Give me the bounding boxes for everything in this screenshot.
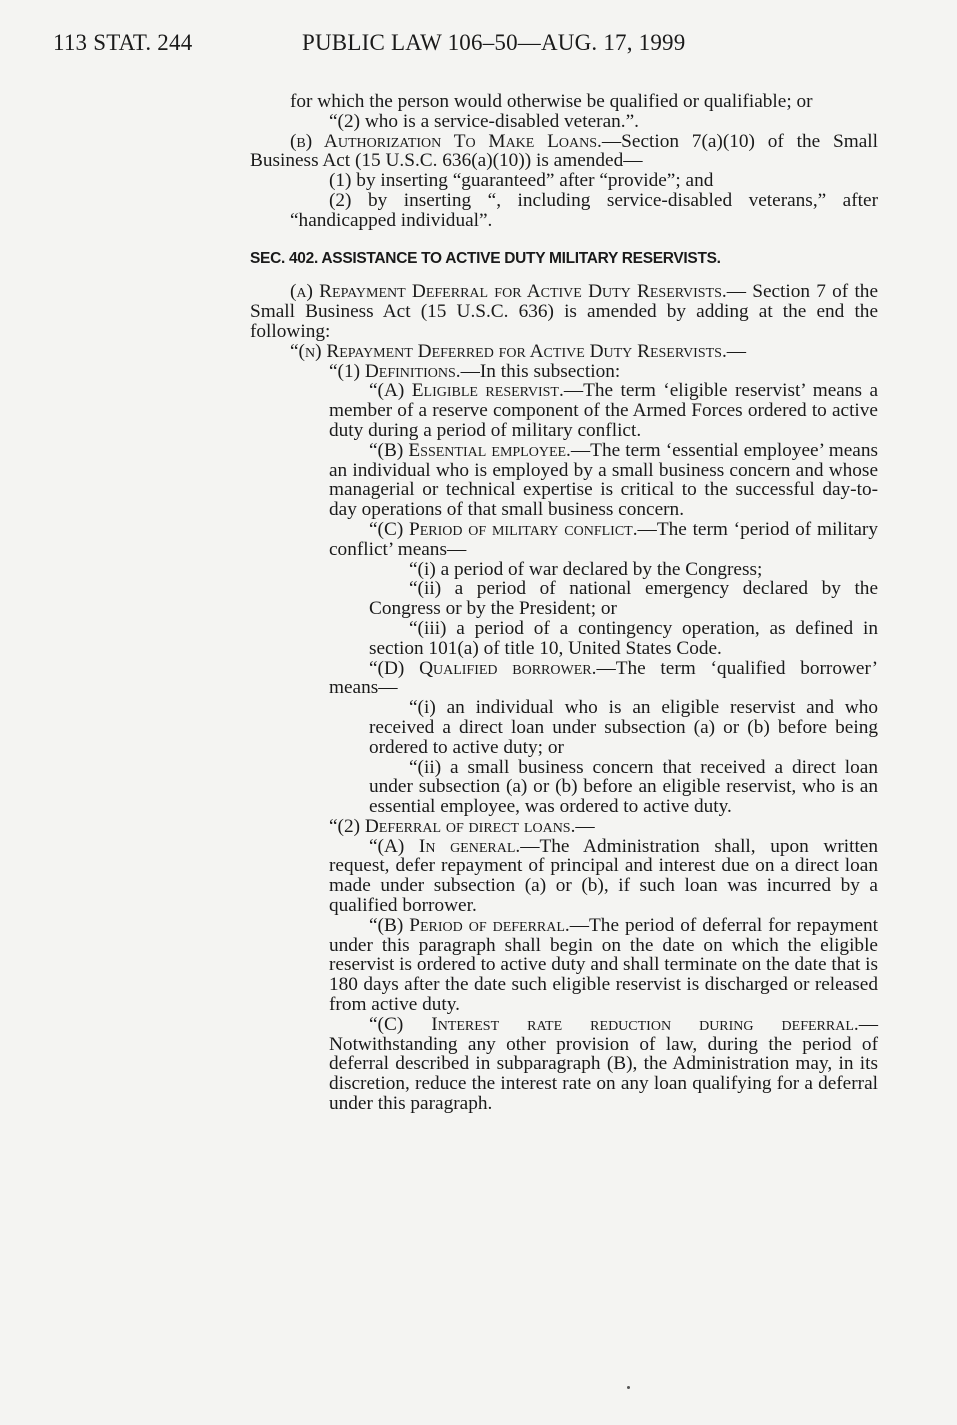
subparagraph-B bbox=[250, 916, 878, 1015]
subparagraph-heading: “(A) Eligible reservist. bbox=[369, 380, 564, 402]
subparagraph-heading: “(C) Period of military conflict. bbox=[369, 518, 638, 540]
page-reference: 113 STAT. 244 bbox=[53, 30, 193, 55]
subparagraph-heading: “(D) Qualified borrower. bbox=[369, 657, 597, 679]
clause-iii: “(iii) a period of a contingency operation, as defined in section 101(a) of title 10, United States Code. bbox=[369, 617, 878, 659]
clause-i: “(i) a period of war declared by the Congress; bbox=[409, 558, 763, 580]
section-heading: SEC. 402. ASSISTANCE TO ACTIVE DUTY MILITARY RESERVISTS. bbox=[250, 249, 721, 267]
subsection-a bbox=[250, 282, 878, 341]
text-line: “(2) who is a service-disabled veteran.”. bbox=[329, 110, 639, 132]
text-line: for which the person would otherwise be qualified or qualifiable; or bbox=[290, 91, 813, 112]
subparagraph-B bbox=[250, 441, 878, 520]
paragraph-heading: “(1) Definitions. bbox=[329, 360, 461, 382]
paragraph-2 bbox=[250, 817, 878, 837]
subparagraph-A bbox=[250, 381, 878, 440]
law-title: PUBLIC LAW 106–50—AUG. 17, 1999 bbox=[302, 30, 686, 55]
paragraph-heading: “(2) Deferral of direct loans. bbox=[329, 815, 576, 837]
subparagraph-text: —The term ‘eligible reservist’ means a member of a reserve component of the Armed Forces ordered to active duty during a period of military conflict. bbox=[329, 380, 879, 441]
clause-i: “(i) an individual who is an eligible reservist and who received a direct loan under subsection (a) or (b) before being ordered to active duty; or bbox=[369, 697, 878, 758]
subsection-text: — Section 7 of the Small Business Act (15 U.S.C. 636) is amended by adding at the end the following: bbox=[250, 281, 879, 342]
subsection-n bbox=[250, 342, 878, 362]
text-line: (1) by inserting “guaranteed” after “provide”; and bbox=[329, 170, 714, 192]
subparagraph-C bbox=[250, 520, 878, 560]
clause-ii: “(ii) a period of national emergency declared by the Congress or by the President; or bbox=[369, 578, 878, 620]
paragraph-text: — bbox=[575, 815, 595, 837]
subsection-text: — bbox=[726, 340, 747, 362]
paragraph-1 bbox=[250, 362, 878, 382]
subparagraph-text: —The term ‘period of military conflict’ means— bbox=[329, 518, 878, 560]
subparagraph-A bbox=[250, 837, 878, 916]
subparagraph-text: —The Administration shall, upon written request, defer repayment of principal and interest due on a direct loan made under subsection (a) or (b), if such loan was incurred by a qualified borrower. bbox=[329, 835, 879, 917]
subparagraph-C bbox=[250, 1015, 878, 1114]
subparagraph-text: — Notwithstanding any other provision of law, during the period of deferral described in subparagraph (B), the Administration may, in its discretion, reduce the interest rate on any loan qualifying for a deferral under this paragraph. bbox=[329, 1013, 878, 1115]
subparagraph-text: —The term ‘essential employee’ means an individual who is employed by a small business concern and whose managerial or technical expertise is critical to the successful day-to-day operations of that small business concern. bbox=[329, 439, 878, 521]
subparagraph-heading: “(B) Period of deferral. bbox=[369, 914, 570, 936]
subparagraph-heading: “(B) Essential employee. bbox=[369, 439, 571, 461]
scan-speck bbox=[627, 1386, 630, 1389]
subsection-b bbox=[210, 132, 878, 172]
text-line: (2) by inserting “, including service-disabled veterans,” after “handicapped individual”. bbox=[290, 189, 878, 231]
paragraph-text: —In this subsection: bbox=[460, 360, 621, 382]
clause-ii: “(ii) a small business concern that received a direct loan under subsection (a) or (b) before an eligible reservist, who is an essential employee, was ordered to active duty. bbox=[369, 756, 878, 818]
subsection-text: —Section 7(a)(10) of the Small Business Act (15 U.S.C. 636(a)(10)) is amended— bbox=[250, 130, 878, 172]
subparagraph-heading: “(A) In general. bbox=[369, 835, 521, 857]
subsection-heading: (b) Authorization To Make Loans. bbox=[290, 130, 602, 152]
subsection-heading: “(n) Repayment Deferred for Active Duty Reservists. bbox=[290, 340, 727, 362]
subparagraph-D bbox=[250, 659, 878, 699]
subsection-heading: (a) Repayment Deferral for Active Duty Reservists. bbox=[290, 281, 727, 303]
subparagraph-heading: “(C) Interest rate reduction during deferral. bbox=[369, 1013, 859, 1035]
document-body bbox=[250, 92, 878, 1114]
subparagraph-text: —The term ‘qualified borrower’ means— bbox=[329, 657, 878, 699]
subparagraph-text: —The period of deferral for repayment under this paragraph shall begin on the date on which the eligible reservist is ordered to active duty and shall terminate on the date that is 180 days after the date such eligible reservist is discharged or released from active duty. bbox=[329, 914, 878, 1016]
